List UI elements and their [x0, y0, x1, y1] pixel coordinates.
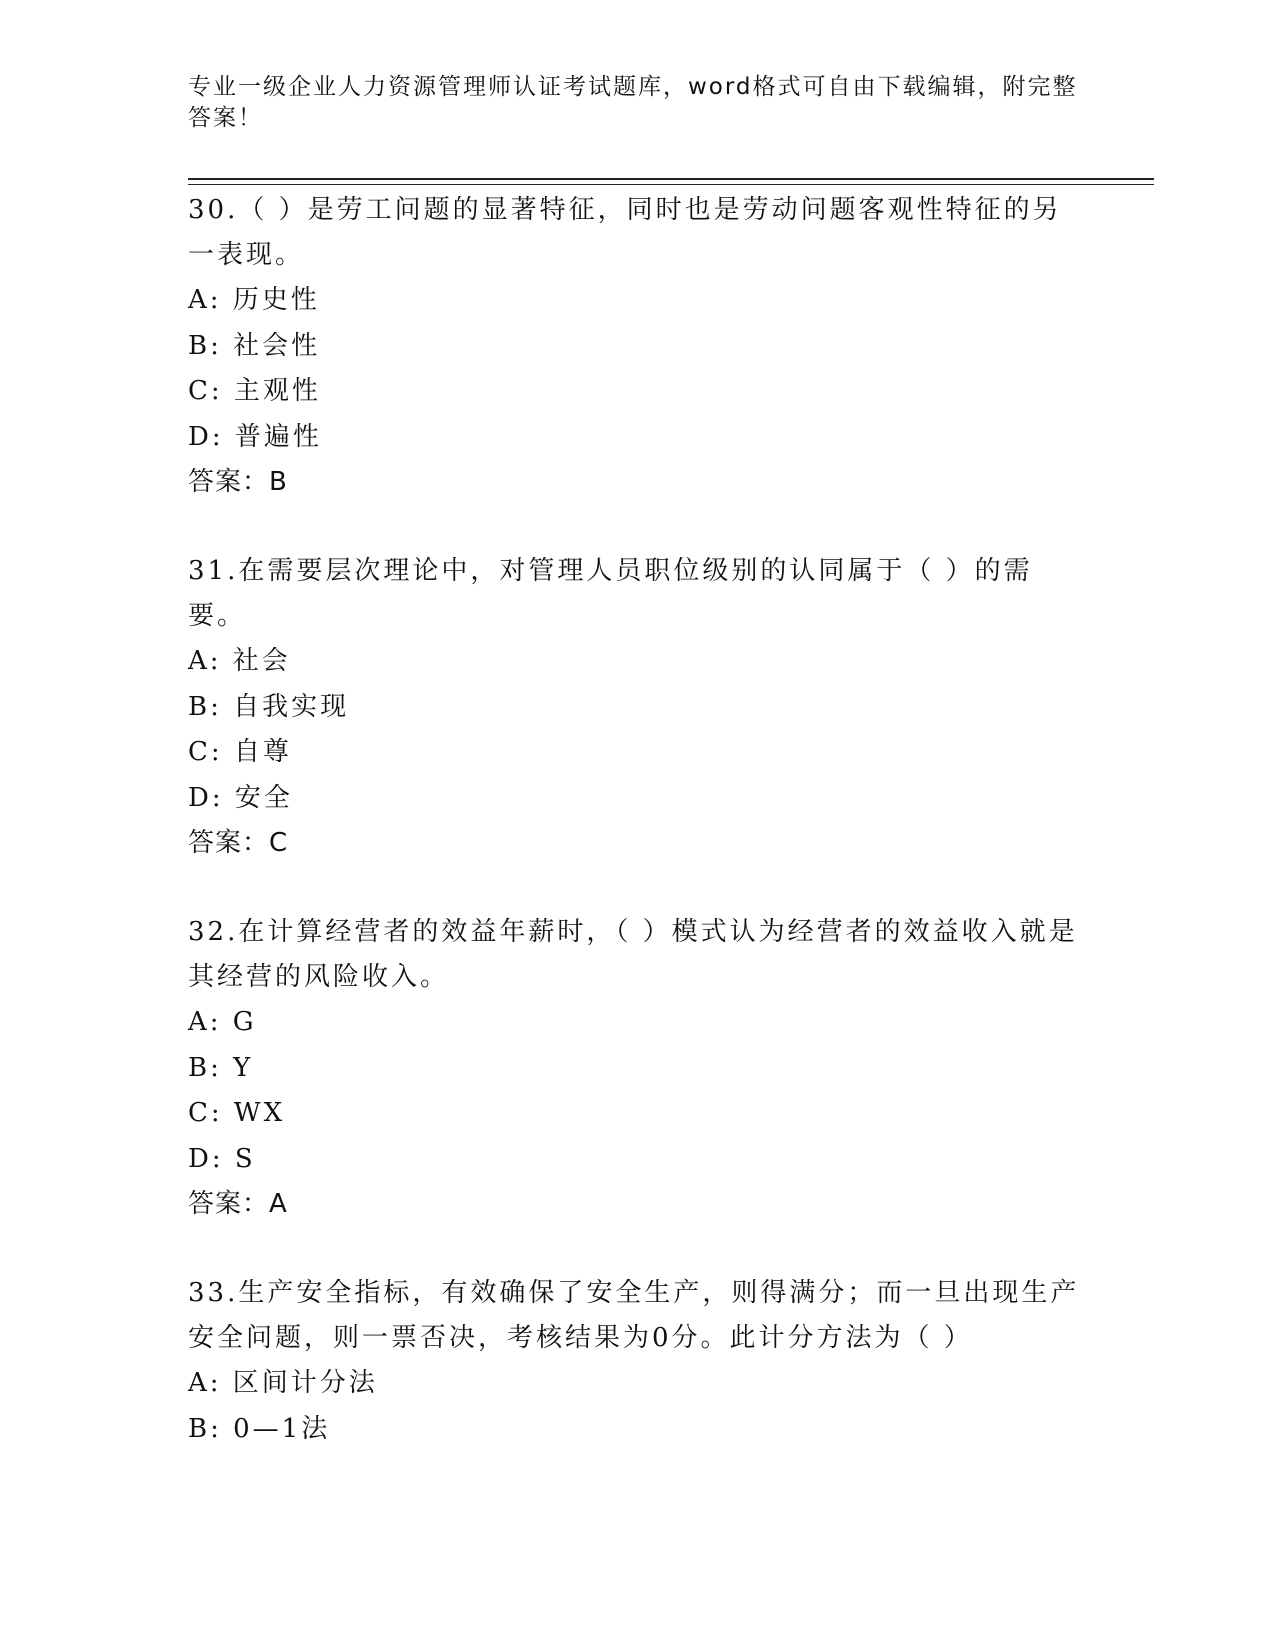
question-31 [188, 549, 1088, 866]
question-stem: 31.在需要层次理论中，对管理人员职位级别的认同属于（ ）的需要。 [188, 556, 1033, 631]
option-c: C: 自尊 [188, 737, 292, 767]
option-c: C: WX [188, 1098, 286, 1128]
option-d: D: S [188, 1143, 256, 1174]
option-d: D: 普遍性 [188, 421, 322, 452]
option-b: B: 0—1法 [188, 1413, 331, 1444]
option-b: B: 社会性 [188, 330, 321, 361]
question-stem: 32.在计算经营者的效益年薪时，（ ）模式认为经营者的效益收入就是其经营的风险收入。 [188, 917, 1078, 992]
header-rule-thin [188, 184, 1154, 185]
question-33 [188, 1271, 1088, 1452]
answer: 答案：C [188, 828, 289, 858]
option-a: A: 历史性 [188, 285, 320, 315]
question-30 [188, 188, 1088, 505]
question-stem: 30.（ ）是劳工问题的显著特征，同时也是劳动问题客观性特征的另一表现。 [188, 195, 1062, 270]
option-a: A: G [188, 1007, 257, 1037]
answer: 答案：B [188, 467, 288, 497]
option-d: D: 安全 [188, 782, 293, 813]
answer: 答案：A [188, 1189, 288, 1219]
option-b: B: 自我实现 [188, 691, 350, 722]
page-header: 专业一级企业人力资源管理师认证考试题库，word格式可自由下载编辑，附完整答案！ [188, 74, 1078, 131]
option-a: A: 区间计分法 [188, 1368, 378, 1398]
question-stem: 33.生产安全指标，有效确保了安全生产，则得满分；而一旦出现生产安全问题，则一票否决，考核结果为0分。此计分方法为（ ） [188, 1278, 1080, 1353]
option-c: C: 主观性 [188, 376, 321, 406]
question-32 [188, 910, 1088, 1227]
option-a: A: 社会 [188, 646, 291, 676]
option-b: B: Y [188, 1052, 254, 1083]
header-rule-thick [188, 178, 1154, 180]
